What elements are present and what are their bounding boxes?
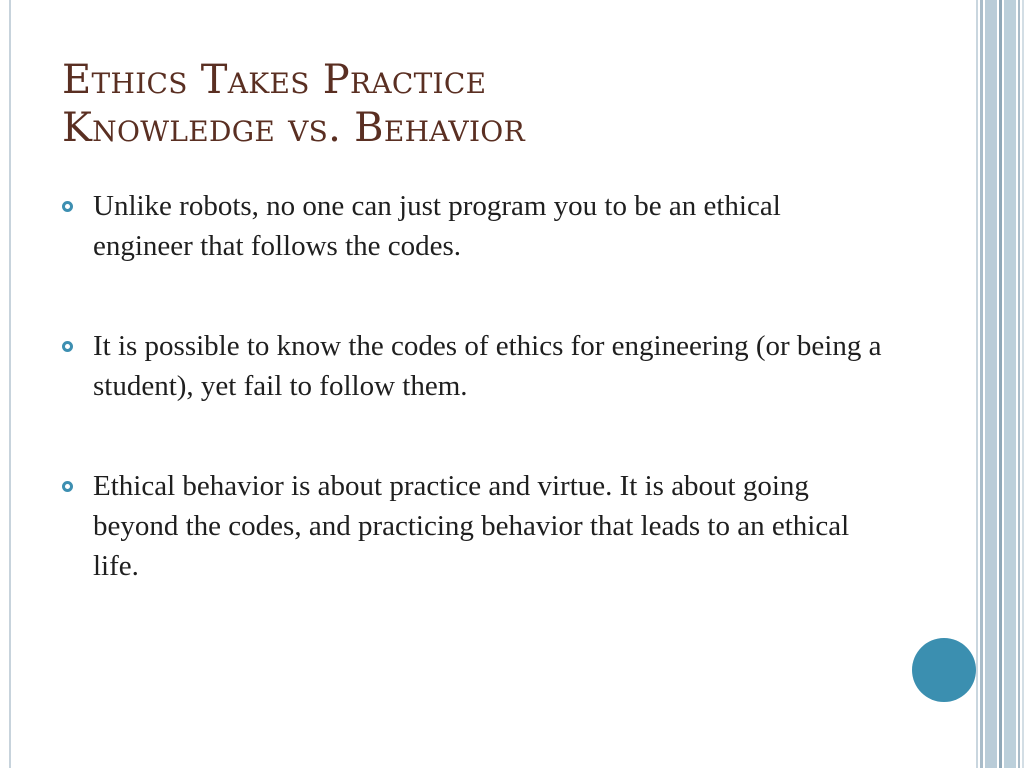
stripe (999, 0, 1002, 768)
bullet-text: Unlike robots, no one can just program you to be an ethical engineer that follows the codes. (93, 190, 781, 262)
bullet-marker-icon (62, 201, 73, 212)
bullet-text: Ethical behavior is about practice and virtue. It is about going beyond the codes, and practicing behavior that leads to an ethical life. (93, 470, 850, 582)
stripe (985, 0, 997, 768)
bullet-item (60, 466, 853, 586)
right-decorative-stripes (976, 0, 1024, 768)
slide-title-line-1: Ethics Takes Practice (62, 57, 487, 103)
bullet-item (60, 326, 893, 406)
bullet-marker-icon (62, 481, 73, 492)
slide-title (62, 56, 942, 152)
left-border-line (9, 0, 11, 768)
stripe (980, 0, 983, 768)
decorative-circle-icon (912, 638, 976, 702)
bullet-list (60, 186, 880, 646)
bullet-marker-icon (62, 341, 73, 352)
stripe (1004, 0, 1016, 768)
bullet-item (60, 186, 873, 266)
bullet-text: It is possible to know the codes of ethics for engineering (or being a student), yet fail to follow them. (93, 330, 882, 402)
stripe (976, 0, 978, 768)
slide-title-line-2: Knowledge vs. Behavior (62, 105, 525, 151)
stripe (1018, 0, 1020, 768)
